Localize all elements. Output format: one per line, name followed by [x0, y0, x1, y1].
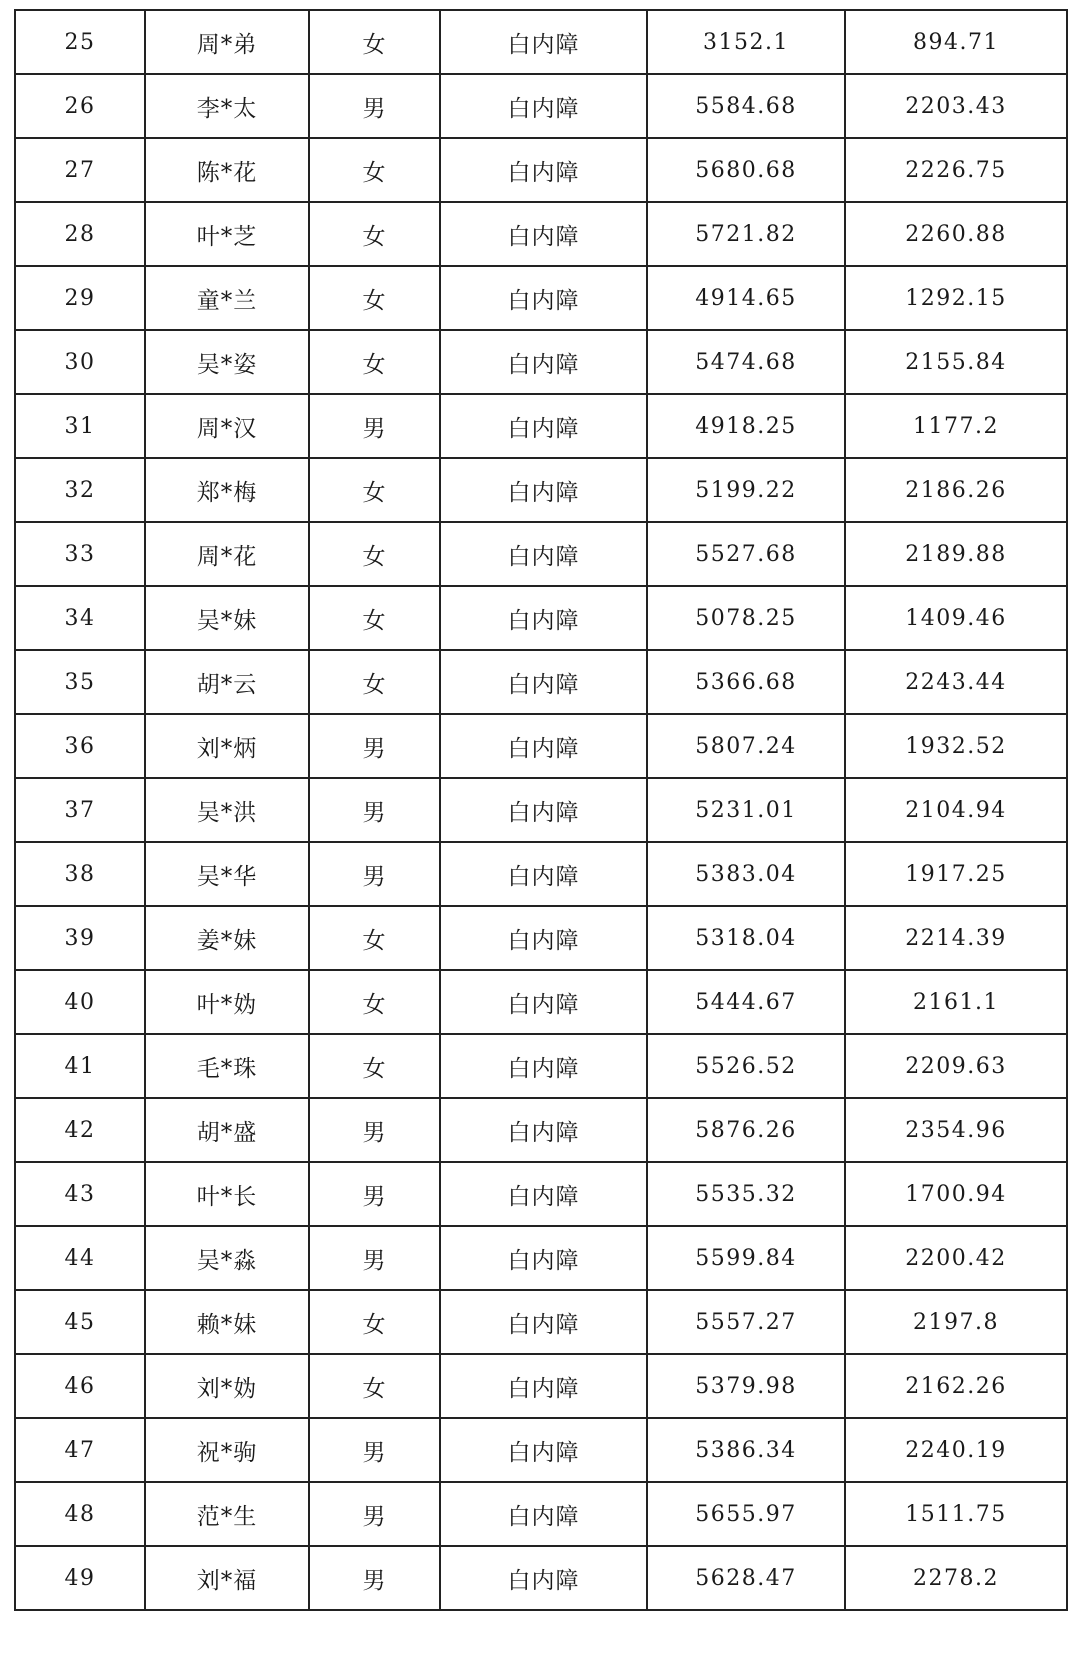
sex-cell: 女: [309, 970, 440, 1034]
amount-cell: 1932.52: [845, 714, 1067, 778]
disease-cell: 白内障: [440, 906, 647, 970]
sex-cell: 男: [309, 842, 440, 906]
table-row: [15, 202, 1067, 266]
sex-cell: 女: [309, 1034, 440, 1098]
patient-name-cell: 毛*珠: [145, 1034, 309, 1098]
sex-cell: 女: [309, 202, 440, 266]
disease-cell: 白内障: [440, 458, 647, 522]
patient-name-cell: 范*生: [145, 1482, 309, 1546]
disease-cell: 白内障: [440, 842, 647, 906]
sex-cell: 男: [309, 1546, 440, 1610]
disease-cell: 白内障: [440, 266, 647, 330]
total-cost-cell: 5721.82: [647, 202, 845, 266]
total-cost-cell: 5557.27: [647, 1290, 845, 1354]
disease-cell: 白内障: [440, 586, 647, 650]
row-number-cell: 28: [15, 202, 145, 266]
row-number-cell: 27: [15, 138, 145, 202]
patient-name-cell: 叶*芝: [145, 202, 309, 266]
row-number-cell: 41: [15, 1034, 145, 1098]
total-cost-cell: 5078.25: [647, 586, 845, 650]
patient-name-cell: 童*兰: [145, 266, 309, 330]
patient-name-cell: 胡*云: [145, 650, 309, 714]
patient-name-cell: 吴*淼: [145, 1226, 309, 1290]
row-number-cell: 46: [15, 1354, 145, 1418]
total-cost-cell: 5628.47: [647, 1546, 845, 1610]
table-row: [15, 138, 1067, 202]
amount-cell: 2189.88: [845, 522, 1067, 586]
patient-name-cell: 吴*华: [145, 842, 309, 906]
patient-name-cell: 吴*妹: [145, 586, 309, 650]
amount-cell: 1511.75: [845, 1482, 1067, 1546]
total-cost-cell: 5444.67: [647, 970, 845, 1034]
sex-cell: 男: [309, 1418, 440, 1482]
disease-cell: 白内障: [440, 1290, 647, 1354]
table-row: [15, 1482, 1067, 1546]
patient-name-cell: 赖*妹: [145, 1290, 309, 1354]
total-cost-cell: 5474.68: [647, 330, 845, 394]
table-row: [15, 330, 1067, 394]
row-number-cell: 25: [15, 10, 145, 74]
total-cost-cell: 5655.97: [647, 1482, 845, 1546]
total-cost-cell: 5383.04: [647, 842, 845, 906]
patient-name-cell: 周*汉: [145, 394, 309, 458]
total-cost-cell: 5231.01: [647, 778, 845, 842]
records-table: [14, 9, 1068, 1611]
total-cost-cell: 5584.68: [647, 74, 845, 138]
amount-cell: 2354.96: [845, 1098, 1067, 1162]
row-number-cell: 30: [15, 330, 145, 394]
amount-cell: 2155.84: [845, 330, 1067, 394]
total-cost-cell: 3152.1: [647, 10, 845, 74]
total-cost-cell: 5527.68: [647, 522, 845, 586]
amount-cell: 2203.43: [845, 74, 1067, 138]
row-number-cell: 38: [15, 842, 145, 906]
total-cost-cell: 4918.25: [647, 394, 845, 458]
disease-cell: 白内障: [440, 10, 647, 74]
row-number-cell: 26: [15, 74, 145, 138]
table-row: [15, 458, 1067, 522]
sex-cell: 女: [309, 266, 440, 330]
total-cost-cell: 5526.52: [647, 1034, 845, 1098]
amount-cell: 2226.75: [845, 138, 1067, 202]
patient-name-cell: 周*弟: [145, 10, 309, 74]
total-cost-cell: 5386.34: [647, 1418, 845, 1482]
row-number-cell: 43: [15, 1162, 145, 1226]
row-number-cell: 47: [15, 1418, 145, 1482]
disease-cell: 白内障: [440, 1482, 647, 1546]
disease-cell: 白内障: [440, 1546, 647, 1610]
patient-name-cell: 周*花: [145, 522, 309, 586]
sex-cell: 女: [309, 1354, 440, 1418]
sex-cell: 男: [309, 74, 440, 138]
total-cost-cell: 5807.24: [647, 714, 845, 778]
row-number-cell: 35: [15, 650, 145, 714]
table-row: [15, 74, 1067, 138]
total-cost-cell: 5366.68: [647, 650, 845, 714]
sex-cell: 女: [309, 458, 440, 522]
total-cost-cell: 5535.32: [647, 1162, 845, 1226]
table-row: [15, 778, 1067, 842]
row-number-cell: 42: [15, 1098, 145, 1162]
amount-cell: 894.71: [845, 10, 1067, 74]
patient-name-cell: 吴*姿: [145, 330, 309, 394]
patient-name-cell: 刘*妫: [145, 1354, 309, 1418]
sex-cell: 男: [309, 1098, 440, 1162]
row-number-cell: 34: [15, 586, 145, 650]
table-row: [15, 1162, 1067, 1226]
sex-cell: 女: [309, 906, 440, 970]
disease-cell: 白内障: [440, 1098, 647, 1162]
amount-cell: 1177.2: [845, 394, 1067, 458]
disease-cell: 白内障: [440, 714, 647, 778]
patient-name-cell: 祝*驹: [145, 1418, 309, 1482]
disease-cell: 白内障: [440, 522, 647, 586]
total-cost-cell: 5680.68: [647, 138, 845, 202]
row-number-cell: 33: [15, 522, 145, 586]
disease-cell: 白内障: [440, 330, 647, 394]
sex-cell: 男: [309, 714, 440, 778]
disease-cell: 白内障: [440, 650, 647, 714]
table-row: [15, 970, 1067, 1034]
sex-cell: 女: [309, 650, 440, 714]
table-row: [15, 522, 1067, 586]
disease-cell: 白内障: [440, 778, 647, 842]
amount-cell: 2209.63: [845, 1034, 1067, 1098]
total-cost-cell: 5199.22: [647, 458, 845, 522]
amount-cell: 2186.26: [845, 458, 1067, 522]
patient-name-cell: 李*太: [145, 74, 309, 138]
amount-cell: 2197.8: [845, 1290, 1067, 1354]
patient-name-cell: 刘*福: [145, 1546, 309, 1610]
row-number-cell: 45: [15, 1290, 145, 1354]
amount-cell: 2200.42: [845, 1226, 1067, 1290]
table-row: [15, 1418, 1067, 1482]
table-row: [15, 394, 1067, 458]
disease-cell: 白内障: [440, 970, 647, 1034]
amount-cell: 2243.44: [845, 650, 1067, 714]
amount-cell: 1292.15: [845, 266, 1067, 330]
patient-name-cell: 胡*盛: [145, 1098, 309, 1162]
patient-name-cell: 刘*炳: [145, 714, 309, 778]
document-sheet: [14, 9, 1066, 1611]
amount-cell: 1409.46: [845, 586, 1067, 650]
row-number-cell: 32: [15, 458, 145, 522]
table-row: [15, 906, 1067, 970]
sex-cell: 男: [309, 394, 440, 458]
total-cost-cell: 5599.84: [647, 1226, 845, 1290]
total-cost-cell: 4914.65: [647, 266, 845, 330]
disease-cell: 白内障: [440, 74, 647, 138]
row-number-cell: 37: [15, 778, 145, 842]
row-number-cell: 40: [15, 970, 145, 1034]
sex-cell: 男: [309, 1226, 440, 1290]
records-table-body: [15, 10, 1067, 1610]
disease-cell: 白内障: [440, 138, 647, 202]
row-number-cell: 48: [15, 1482, 145, 1546]
amount-cell: 2240.19: [845, 1418, 1067, 1482]
row-number-cell: 29: [15, 266, 145, 330]
amount-cell: 2161.1: [845, 970, 1067, 1034]
amount-cell: 2162.26: [845, 1354, 1067, 1418]
patient-name-cell: 郑*梅: [145, 458, 309, 522]
disease-cell: 白内障: [440, 1226, 647, 1290]
table-row: [15, 714, 1067, 778]
row-number-cell: 49: [15, 1546, 145, 1610]
sex-cell: 女: [309, 10, 440, 74]
disease-cell: 白内障: [440, 1418, 647, 1482]
table-row: [15, 1546, 1067, 1610]
disease-cell: 白内障: [440, 1034, 647, 1098]
disease-cell: 白内障: [440, 394, 647, 458]
total-cost-cell: 5379.98: [647, 1354, 845, 1418]
sex-cell: 男: [309, 778, 440, 842]
disease-cell: 白内障: [440, 202, 647, 266]
table-row: [15, 650, 1067, 714]
amount-cell: 1917.25: [845, 842, 1067, 906]
row-number-cell: 39: [15, 906, 145, 970]
table-row: [15, 842, 1067, 906]
sex-cell: 女: [309, 1290, 440, 1354]
patient-name-cell: 吴*洪: [145, 778, 309, 842]
table-row: [15, 266, 1067, 330]
sex-cell: 女: [309, 522, 440, 586]
sex-cell: 女: [309, 586, 440, 650]
patient-name-cell: 姜*妹: [145, 906, 309, 970]
table-row: [15, 1098, 1067, 1162]
patient-name-cell: 叶*妫: [145, 970, 309, 1034]
table-row: [15, 1354, 1067, 1418]
table-row: [15, 1290, 1067, 1354]
table-row: [15, 1226, 1067, 1290]
sex-cell: 男: [309, 1162, 440, 1226]
table-row: [15, 586, 1067, 650]
disease-cell: 白内障: [440, 1354, 647, 1418]
amount-cell: 2278.2: [845, 1546, 1067, 1610]
patient-name-cell: 陈*花: [145, 138, 309, 202]
amount-cell: 2104.94: [845, 778, 1067, 842]
sex-cell: 男: [309, 1482, 440, 1546]
amount-cell: 2260.88: [845, 202, 1067, 266]
sex-cell: 女: [309, 330, 440, 394]
patient-name-cell: 叶*长: [145, 1162, 309, 1226]
amount-cell: 2214.39: [845, 906, 1067, 970]
disease-cell: 白内障: [440, 1162, 647, 1226]
row-number-cell: 31: [15, 394, 145, 458]
total-cost-cell: 5876.26: [647, 1098, 845, 1162]
table-row: [15, 1034, 1067, 1098]
row-number-cell: 36: [15, 714, 145, 778]
table-row: [15, 10, 1067, 74]
row-number-cell: 44: [15, 1226, 145, 1290]
sex-cell: 女: [309, 138, 440, 202]
amount-cell: 1700.94: [845, 1162, 1067, 1226]
total-cost-cell: 5318.04: [647, 906, 845, 970]
